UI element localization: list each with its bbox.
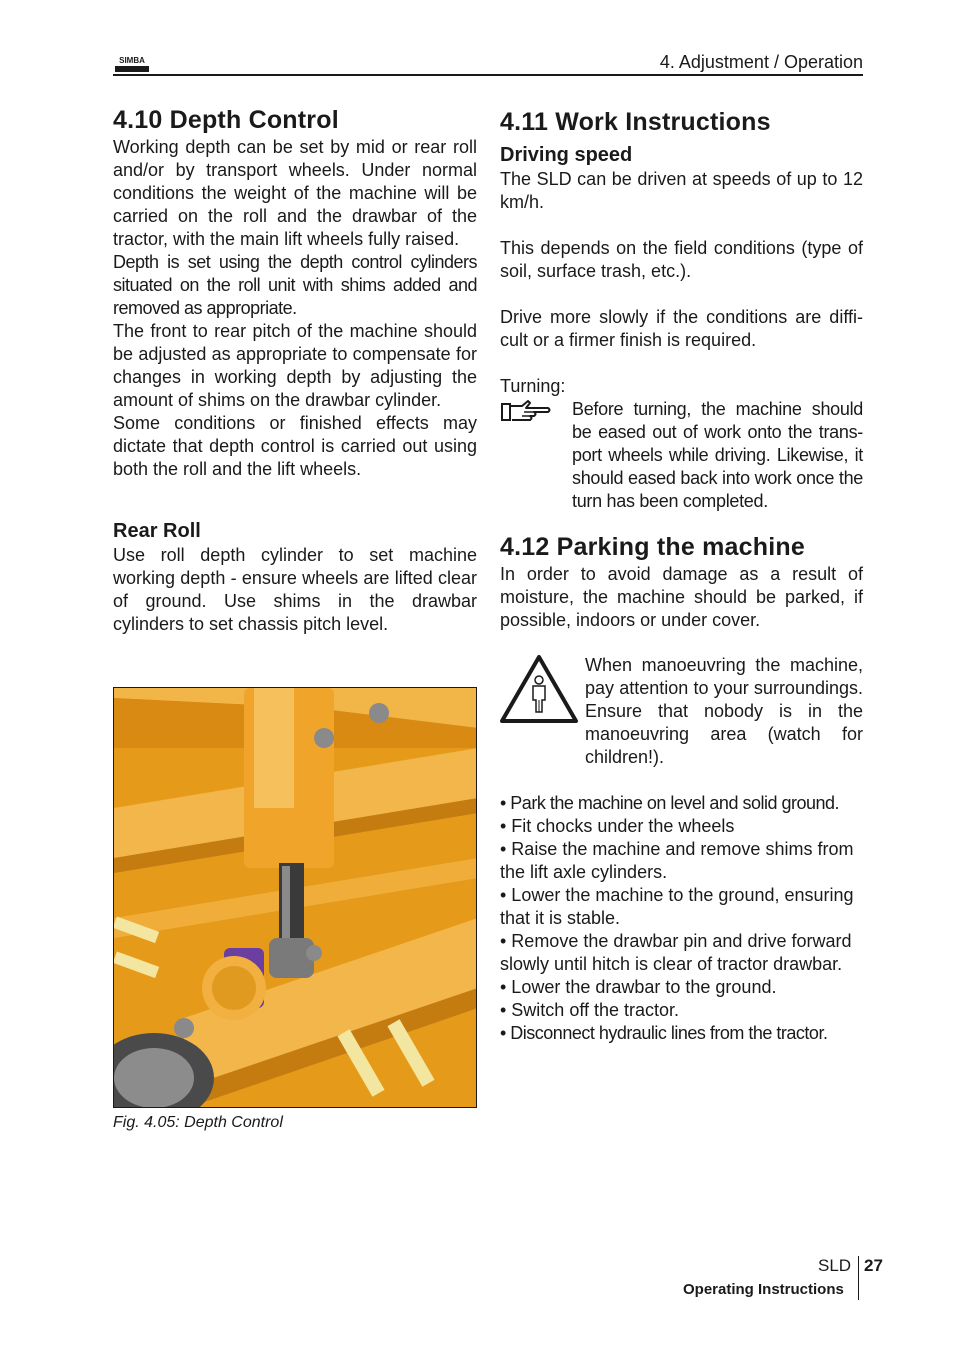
depth-control-figure (113, 687, 477, 1108)
speed-para-3: Drive more slowly if the conditions are diffi-cult or a firmer finish is required. (500, 307, 863, 350)
list-item: • Remove the drawbar pin and drive forward slowly until hitch is clear of tractor drawbar. (500, 931, 852, 974)
parking-title: 4.12 Parking the machine (500, 533, 805, 561)
depth-control-illustration (114, 688, 477, 1108)
footer-divider (858, 1256, 859, 1300)
driving-speed-title: Driving speed (500, 144, 633, 166)
section-heading: 4. Adjustment / Operation (659, 52, 863, 72)
simba-logo (113, 54, 151, 74)
left-column (113, 104, 477, 636)
right-column (500, 106, 863, 1045)
parking-para-1: In order to avoid damage as a result of moisture, the machine should be parked, if possible, indoors or under cover. (500, 564, 863, 630)
list-item: • Park the machine on level and solid ground. (500, 793, 840, 813)
depth-control-title: 4.10 Depth Control (113, 106, 339, 134)
warning-note (500, 654, 863, 769)
spacer (113, 481, 477, 504)
simba-logo-icon (113, 54, 151, 74)
speed-para-1: The SLD can be driven at speeds of up to 12 km/h. (500, 169, 863, 212)
list-item: • Fit chocks under the wheels (500, 816, 735, 836)
logo-brand-text: SIMBA (119, 56, 145, 65)
turning-note (500, 398, 863, 513)
list-item: • Lower the drawbar to the ground. (500, 977, 777, 997)
page-number: 27 (864, 1256, 883, 1275)
figure-caption: Fig. 4.05: Depth Control (113, 1114, 283, 1131)
list-item: • Disconnect hydraulic lines from the tractor. (500, 1023, 828, 1043)
depth-control-para-4: Some conditions or finished effects may dictate that depth control is carried out using both the roll and the lift wheels. (113, 413, 477, 479)
speed-para-2: This depends on the field conditions (type of soil, surface trash, etc.). (500, 238, 863, 281)
parking-steps-list (500, 792, 863, 1045)
footer-doc-type: Operating Instructions (683, 1281, 844, 1298)
list-item: • Lower the machine to the ground, ensuring that it is stable. (500, 885, 854, 928)
footer-model: SLD (818, 1256, 852, 1275)
turning-note-text: Before turning, the machine should be eased out of work onto the trans-port wheels while driving. Likewise, it should eased back into work once the turn has been completed. (572, 399, 863, 511)
warning-note-text: When manoeuvring the machine, pay attention to your surroundings. Ensure that nobody is in the manoeuvring area (watch for children!). (585, 655, 863, 767)
rear-roll-text: Use roll depth cylinder to set machine working depth - ensure wheels are lifted clear of ground. Use shims in the drawbar cylinders to set chassis pitch level. (113, 545, 477, 634)
depth-control-para-3: The front to rear pitch of the machine should be adjusted as appropriate to compensate for changes in working depth by adjusting the amount of shims on the drawbar cylinder. (113, 321, 477, 410)
list-item: • Raise the machine and remove shims from the lift axle cylinders. (500, 839, 854, 882)
work-instructions-title: 4.11 Work Instructions (500, 108, 771, 136)
header-divider (113, 74, 863, 76)
turning-label: Turning: (500, 376, 566, 396)
pointing-hand-icon (500, 398, 572, 429)
rear-roll-title: Rear Roll (113, 520, 201, 542)
warning-triangle-icon (500, 654, 585, 729)
depth-control-para-2: Depth is set using the depth control cylinders situated on the roll unit with shims added and removed as appropriate. (113, 252, 477, 318)
depth-control-para-1: Working depth can be set by mid or rear roll and/or by transport wheels. Under normal conditions the weight of the machine will be carried on the roll and the drawbar of the tractor, with the main lift wheels fully raised. (113, 137, 477, 249)
list-item: • Switch off the tractor. (500, 1000, 680, 1020)
